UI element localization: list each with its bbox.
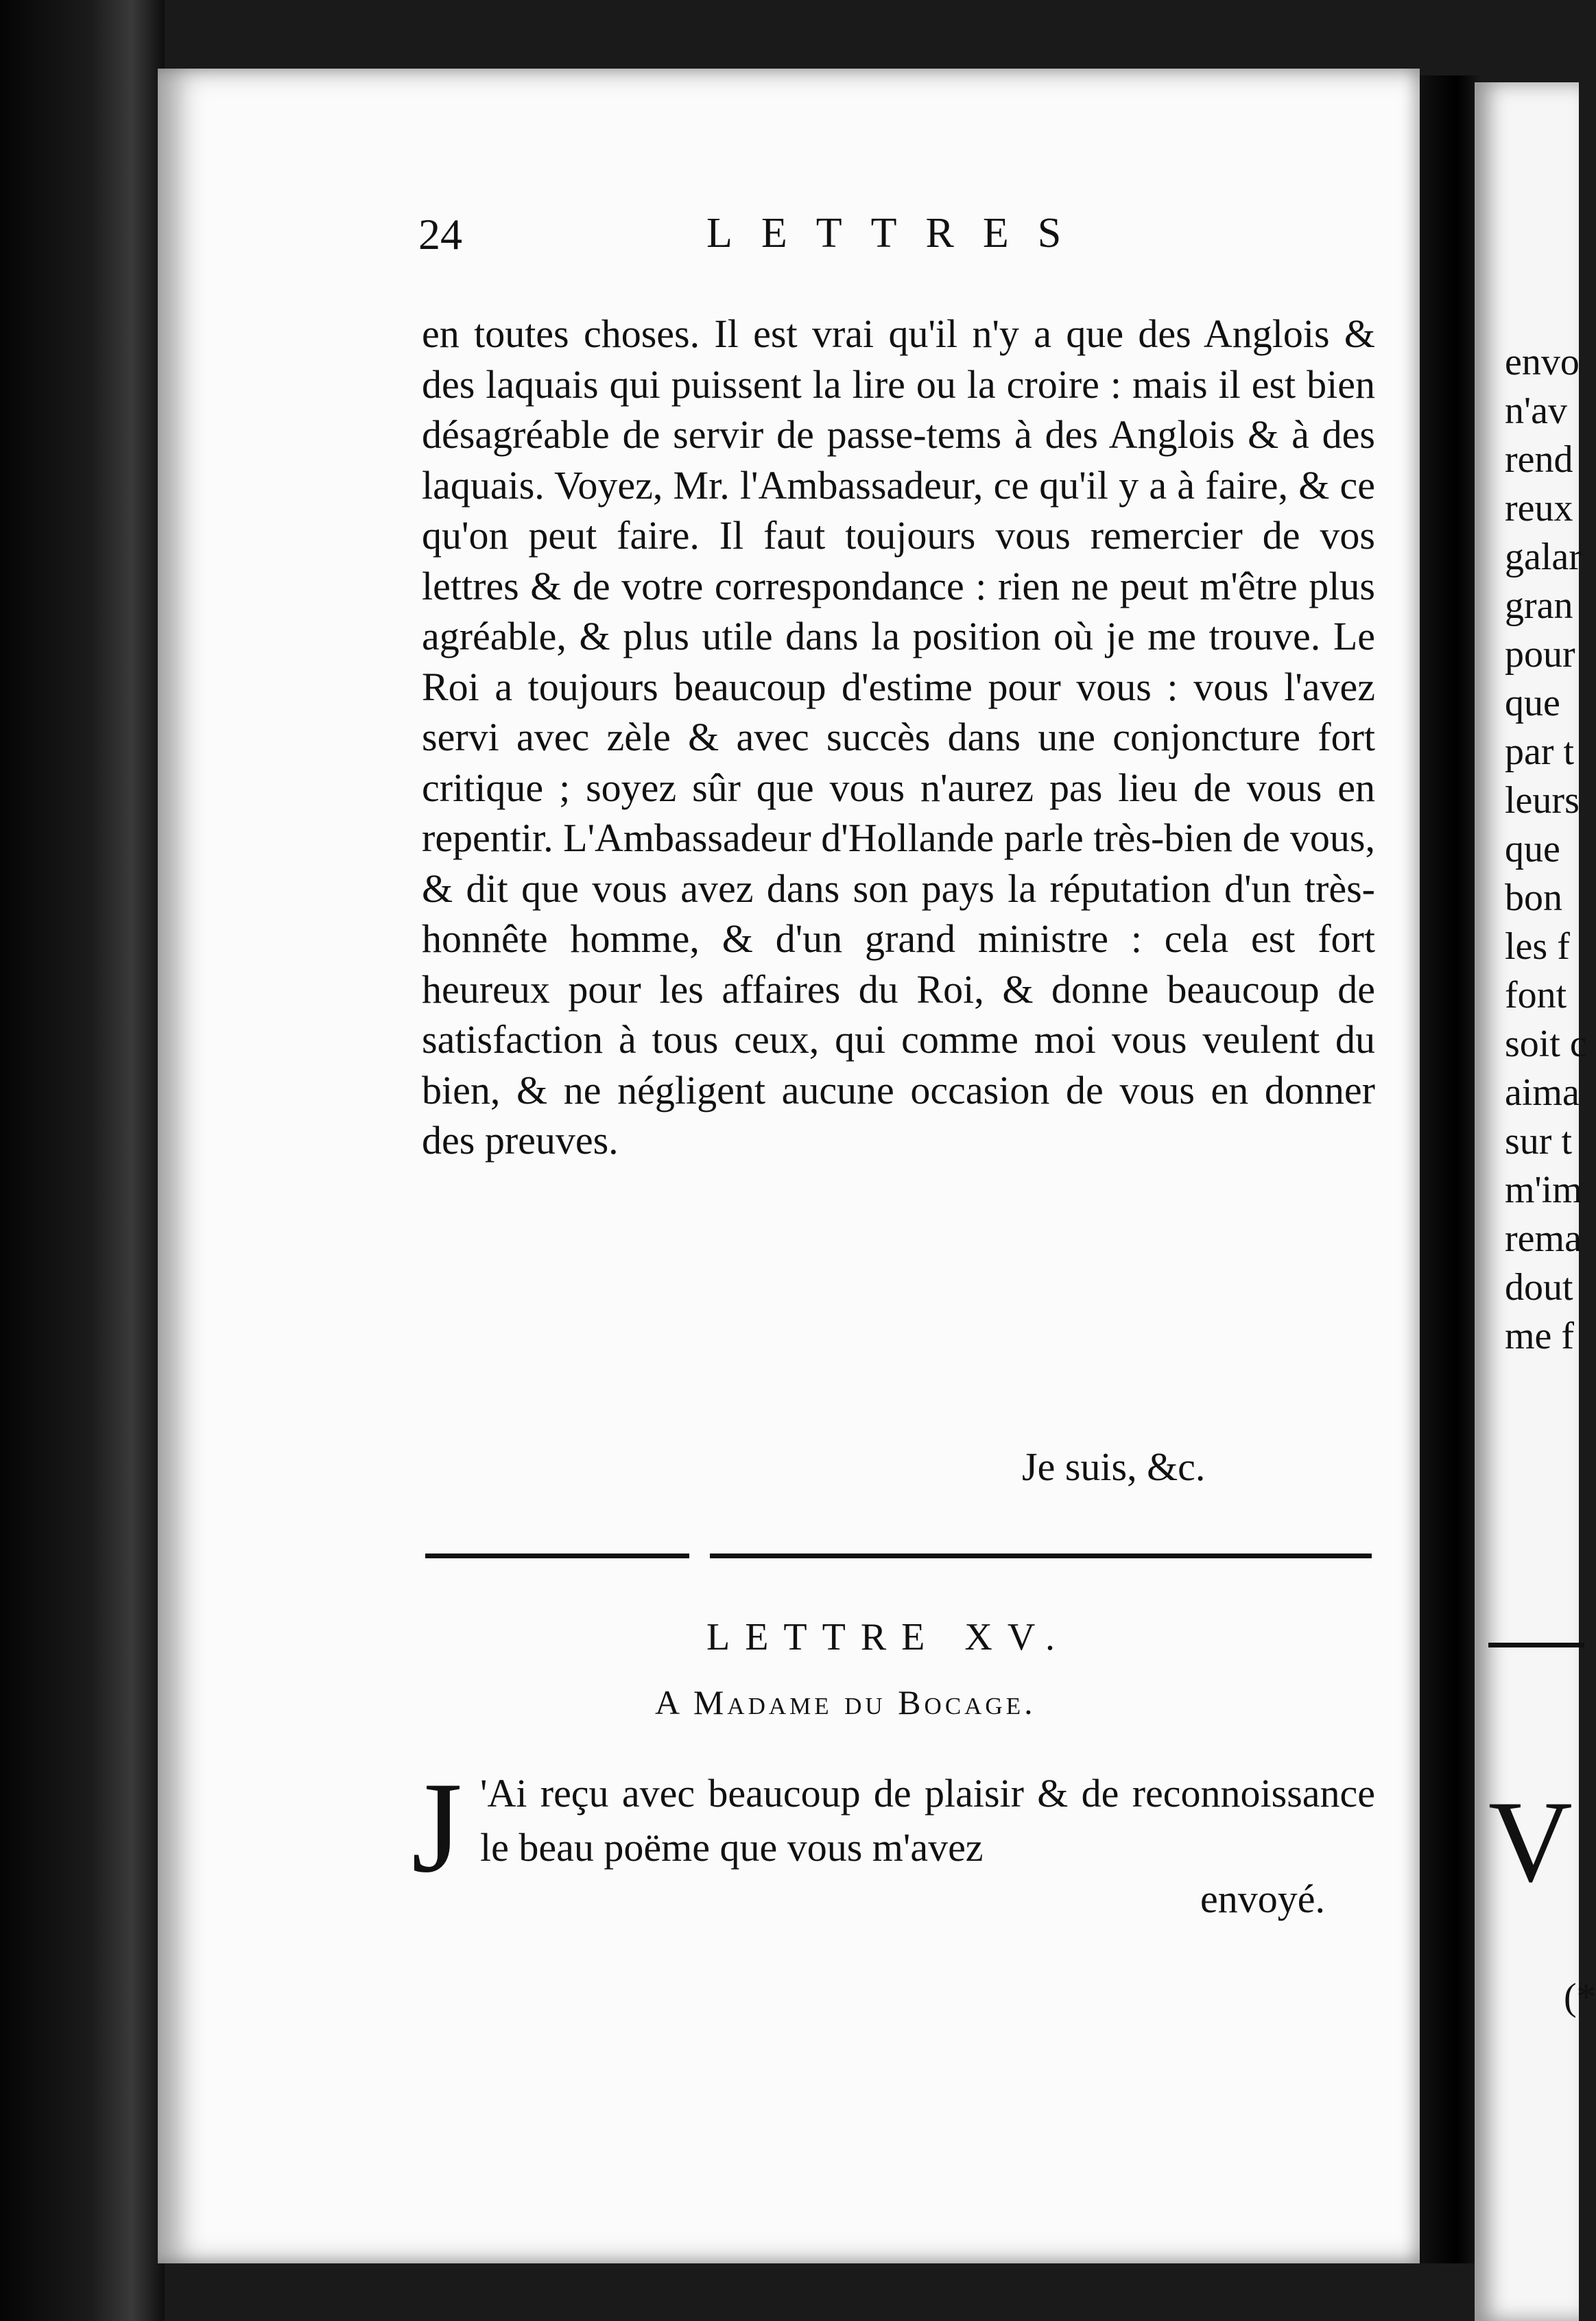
facing-page-line: par t xyxy=(1505,730,1575,773)
drop-cap: J xyxy=(412,1756,462,1900)
page-number: 24 xyxy=(418,210,462,259)
letter-closing: Je suis, &c. xyxy=(1022,1444,1206,1489)
facing-page xyxy=(1475,82,1596,2321)
facing-page-line: m'im xyxy=(1505,1169,1582,1211)
facing-page-line: n'av xyxy=(1505,390,1567,432)
facing-page-line: galar xyxy=(1505,536,1582,578)
body-paragraph: en toutes choses. Il est vrai qu'il n'y a que des Anglois & des laquais qui puissent la lire ou la croire : mais il est bien désagréable de servir de passe-tems à des Anglois & à des laquais. Voyez, Mr. l'Ambassadeur, ce qu'il y a à faire, & ce qu'on peut faire. Il faut toujours vous remercier de vos lettres & de votre correspondance : rien ne peut m'être plus agréable, & plus utile dans la position où je me trouve. Le Roi a toujours beaucoup d'estime pour vous : vous l'avez servi avec zèle & avec succès dans une conjoncture fort critique ; soyez sûr que vous n'aurez pas lieu de vous en repentir. L'Ambassadeur d'Hollande parle très-bien de vous, & dit que vous avez dans son pays la réputation d'un très-honnête homme, & d'un grand ministre : cela est fort heureux pour les affaires du Roi, & donne beaucoup de satisfaction à tous ceux, qui comme moi vous veulent du bien, & ne négligent aucune occasion de vous en donner des preuves. xyxy=(422,311,1375,1163)
facing-page-line: les f xyxy=(1505,925,1570,968)
facing-page-line: que xyxy=(1505,828,1560,870)
letter-opening-text: 'Ai reçu avec beaucoup de plaisir & de reconnoissance le beau poëme que vous m'avez xyxy=(480,1771,1375,1870)
facing-page-line: que xyxy=(1505,682,1560,724)
facing-page-line: rend xyxy=(1505,438,1573,481)
facing-page-line: sur t xyxy=(1505,1120,1572,1163)
page-header xyxy=(418,209,1379,271)
letter-opening-last-word: envoyé. xyxy=(1200,1877,1325,1921)
facing-page-rule xyxy=(1488,1643,1584,1647)
facing-page-line: bon xyxy=(1505,877,1562,919)
section-rule-right xyxy=(710,1554,1372,1558)
facing-page-footnote-mark: (* xyxy=(1564,1976,1596,2019)
section-rule-left xyxy=(425,1554,689,1558)
facing-page-dropcap: V xyxy=(1488,1777,1573,1906)
facing-page-line: pour xyxy=(1505,633,1575,676)
facing-page-line: aima xyxy=(1505,1071,1580,1114)
facing-page-line: leurs xyxy=(1505,779,1580,822)
letter-addressee: A Madame du Bocage. xyxy=(655,1683,1036,1722)
facing-page-line: rema xyxy=(1505,1217,1582,1260)
facing-page-line: reux xyxy=(1505,487,1573,529)
facing-page-line: gran xyxy=(1505,584,1573,627)
letter-heading: LETTRE XV. xyxy=(706,1616,1071,1658)
facing-page-line: soit c xyxy=(1505,1023,1587,1065)
facing-page-line: envo xyxy=(1505,341,1580,383)
book-spine xyxy=(1420,75,1481,2263)
facing-page-line: font xyxy=(1505,974,1567,1016)
facing-page-line: dout xyxy=(1505,1266,1573,1309)
running-title: LETTRES xyxy=(706,210,1091,257)
book-edge-left xyxy=(0,0,165,2321)
facing-page-line: me f xyxy=(1505,1315,1575,1357)
